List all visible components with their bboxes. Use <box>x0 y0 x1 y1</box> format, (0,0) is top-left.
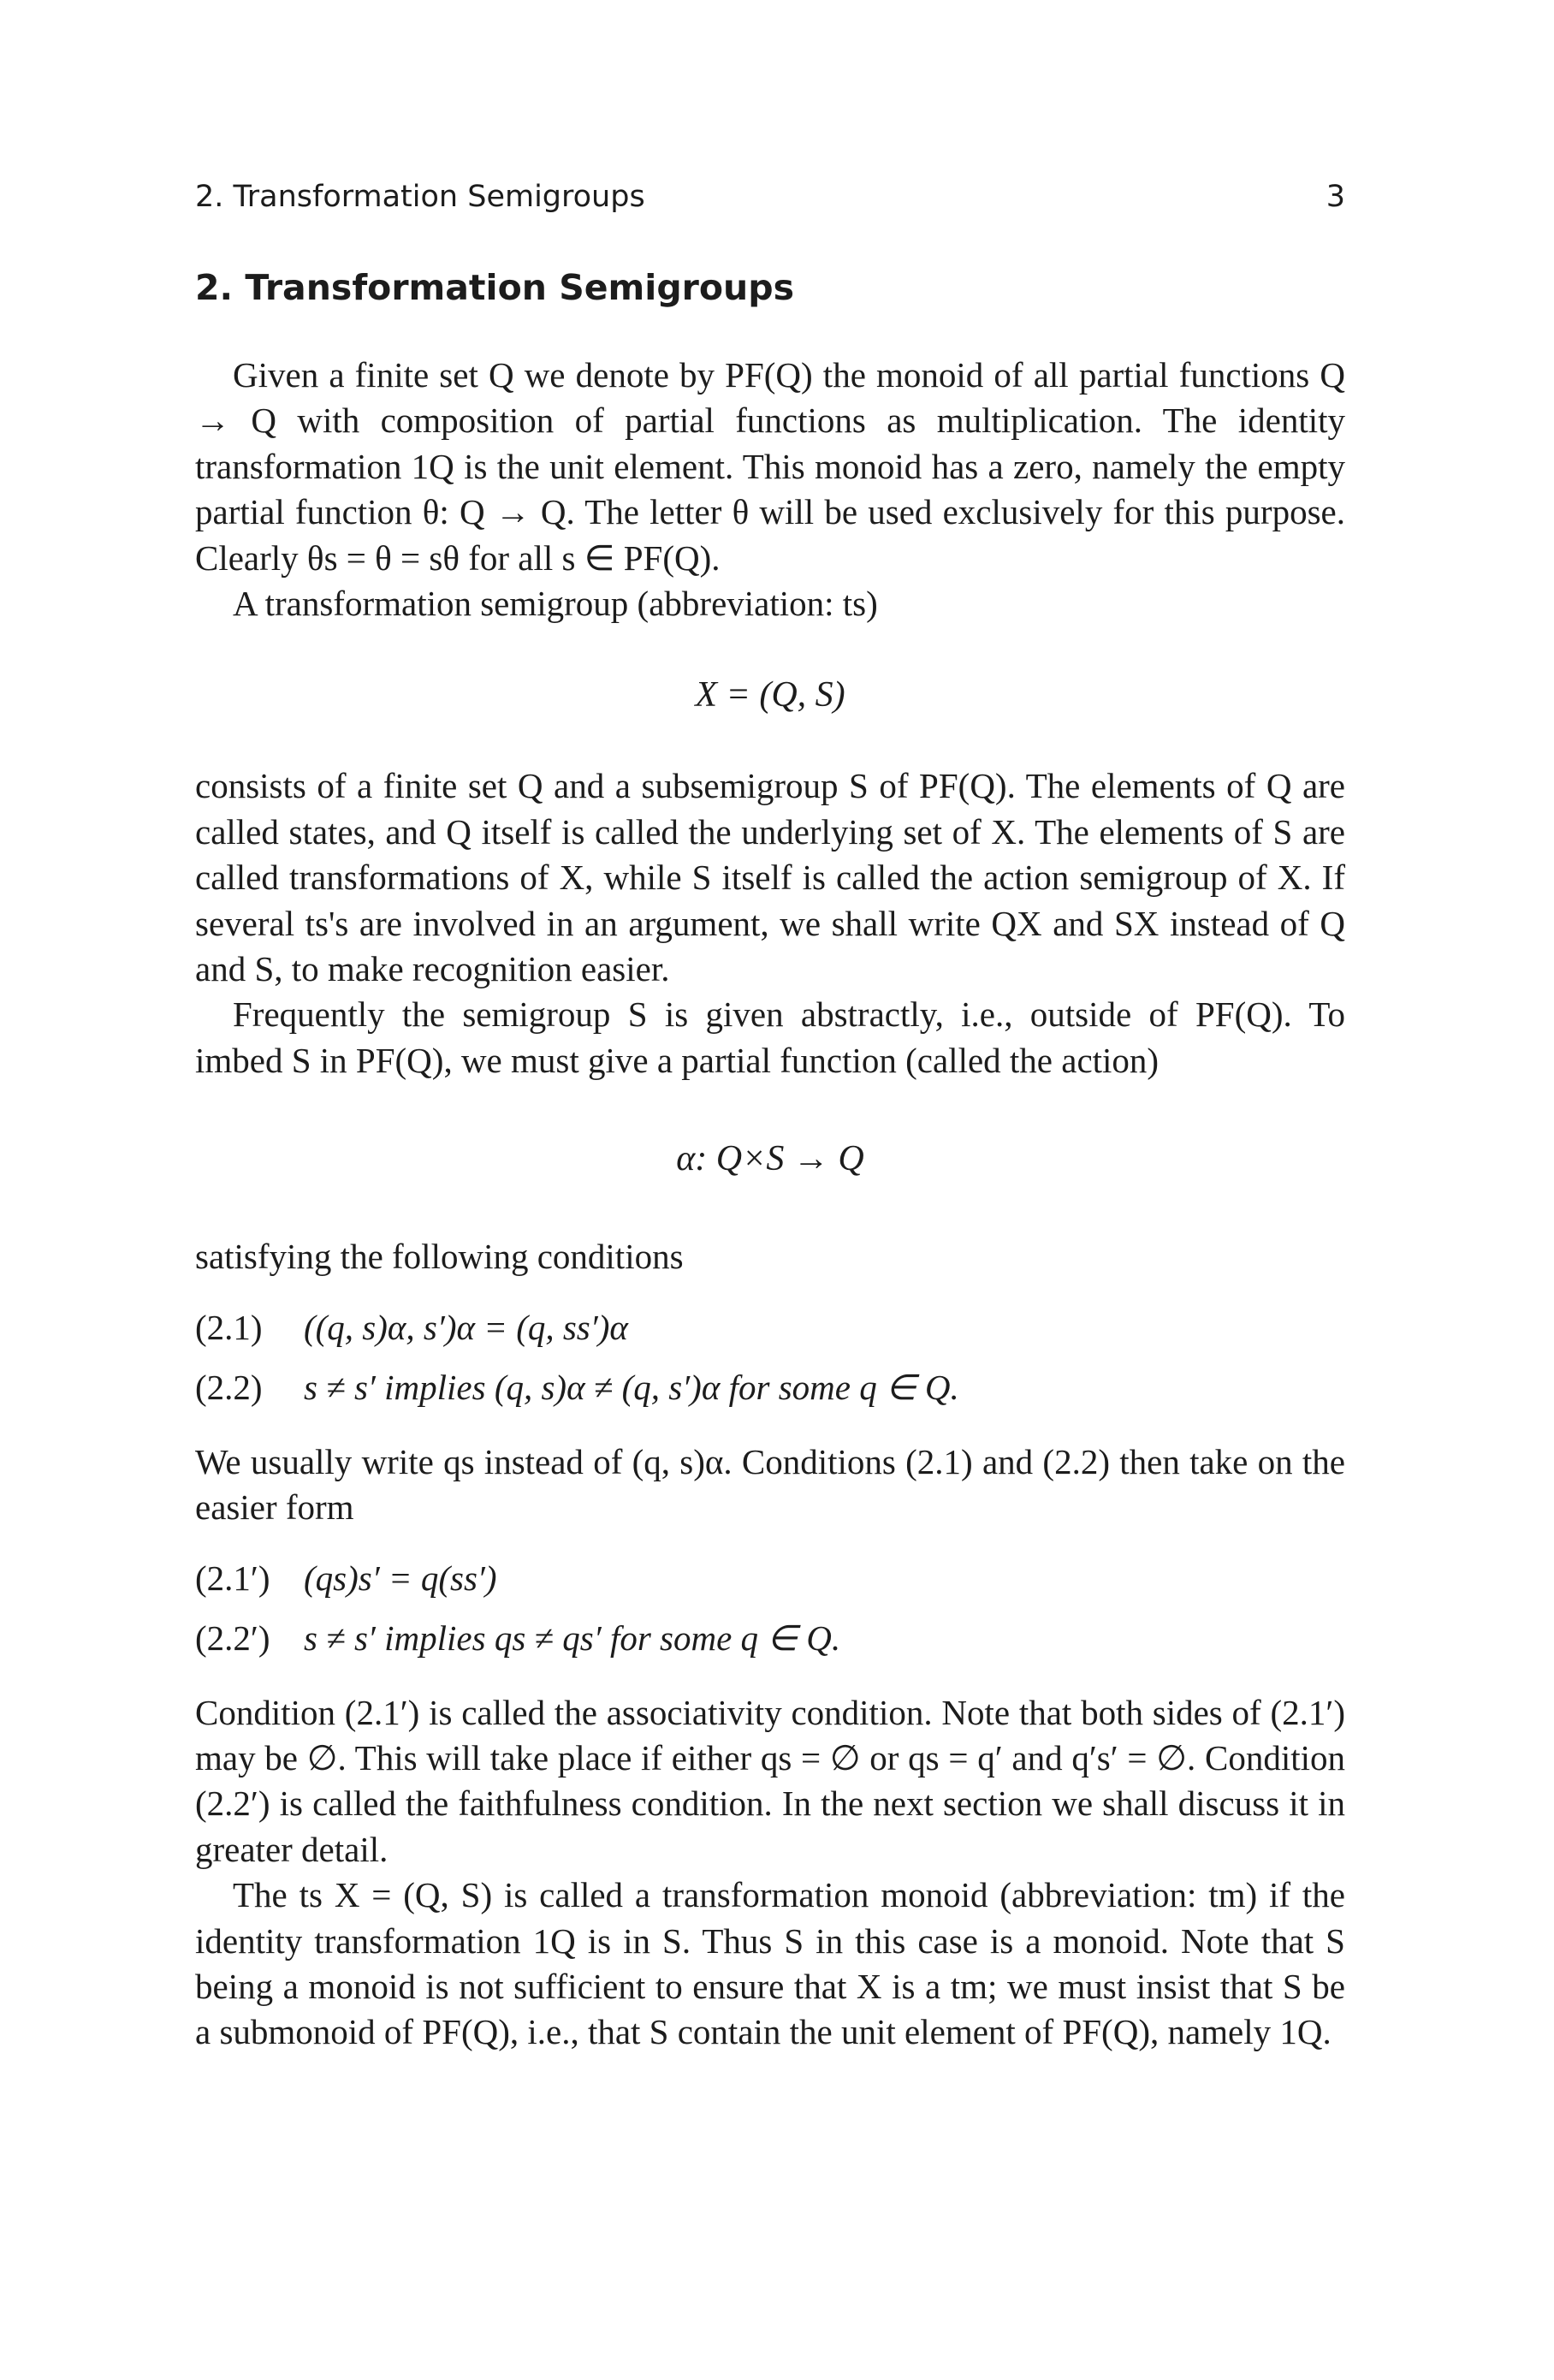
paragraph-action: Frequently the semigroup S is given abstractly, i.e., outside of PF(Q). To imbed S in PF(Q), we must give a partial function (called the action) <box>195 994 1345 1080</box>
paragraph-associativity: Condition (2.1′) is called the associativity condition. Note that both sides of (2.1′) may be ∅. This will take place if either qs = ∅ or qs = q′ and q′s′ = ∅. Condition (2.2′) is called the faithfulness condition. In the next section we shall discuss it in greater detail. <box>195 1692 1345 1869</box>
paragraph-ts-definition: consists of a finite set Q and a subsemigroup S of PF(Q). The elements of Q are called states, and Q itself is called the underlying set of X. The elements of S are called transformations of X, while S itself is called the action semigroup of X. If several ts's are involved in an argument, we shall write QX and SX instead of Q and S, to make recognition easier. <box>195 766 1345 989</box>
paragraph-conditions-lead: satisfying the following conditions <box>195 1237 684 1277</box>
running-head-title: 2. Transformation Semigroups <box>195 180 645 214</box>
condition-2-1-prime <box>195 1548 1345 1608</box>
condition-2-2-prime <box>195 1608 1345 1668</box>
condition-2-2 <box>195 1357 1345 1417</box>
condition-formula: (qs)s′ = q(ss′) <box>304 1558 497 1598</box>
display-equation-ts: X = (Q, S) <box>695 675 845 715</box>
running-head <box>195 180 1345 231</box>
paragraph-transformation-monoid: The ts X = (Q, S) is called a transformation monoid (abbreviation: tm) if the identity transformation 1Q is in S. Thus S in this case is a monoid. Note that S being a monoid is not sufficient to ensure that X is a tm; we must insist that S be a submonoid of PF(Q), i.e., that S contain the unit element of PF(Q), namely 1Q. <box>195 1875 1345 2052</box>
condition-2-1 <box>195 1297 1345 1357</box>
page-number: 3 <box>1326 180 1345 214</box>
condition-number: (2.2) <box>195 1367 263 1407</box>
body-text <box>195 353 1345 2056</box>
condition-number: (2.2′) <box>195 1617 270 1658</box>
condition-number: (2.1′) <box>195 1558 270 1598</box>
section-heading: 2. Transformation Semigroups <box>195 267 795 308</box>
condition-formula: s ≠ s′ implies qs ≠ qs′ for some q ∈ Q. <box>304 1617 841 1658</box>
paragraph-usual-notation: We usually write qs instead of (q, s)α. Conditions (2.1) and (2.2) then take on the easier form <box>195 1441 1345 1528</box>
condition-formula: ((q, s)α, s′)α = (q, ss′)α <box>304 1307 628 1347</box>
paragraph-pf-monoid: Given a finite set Q we denote by PF(Q) the monoid of all partial functions Q → Q with composition of partial functions as multiplication. The identity transformation 1Q is the unit element. This monoid has a zero, namely the empty partial function θ: Q → Q. The letter θ will be used exclusively for this purpose. Clearly θs = θ = sθ for all s ∈ PF(Q). <box>195 355 1345 578</box>
condition-formula: s ≠ s′ implies (q, s)α ≠ (q, s′)α for some q ∈ Q. <box>304 1367 959 1407</box>
display-equation-action: α: Q×S → Q <box>676 1139 864 1179</box>
condition-number: (2.1) <box>195 1307 263 1347</box>
paragraph-ts-intro: A transformation semigroup (abbreviation: ts) <box>233 584 878 624</box>
